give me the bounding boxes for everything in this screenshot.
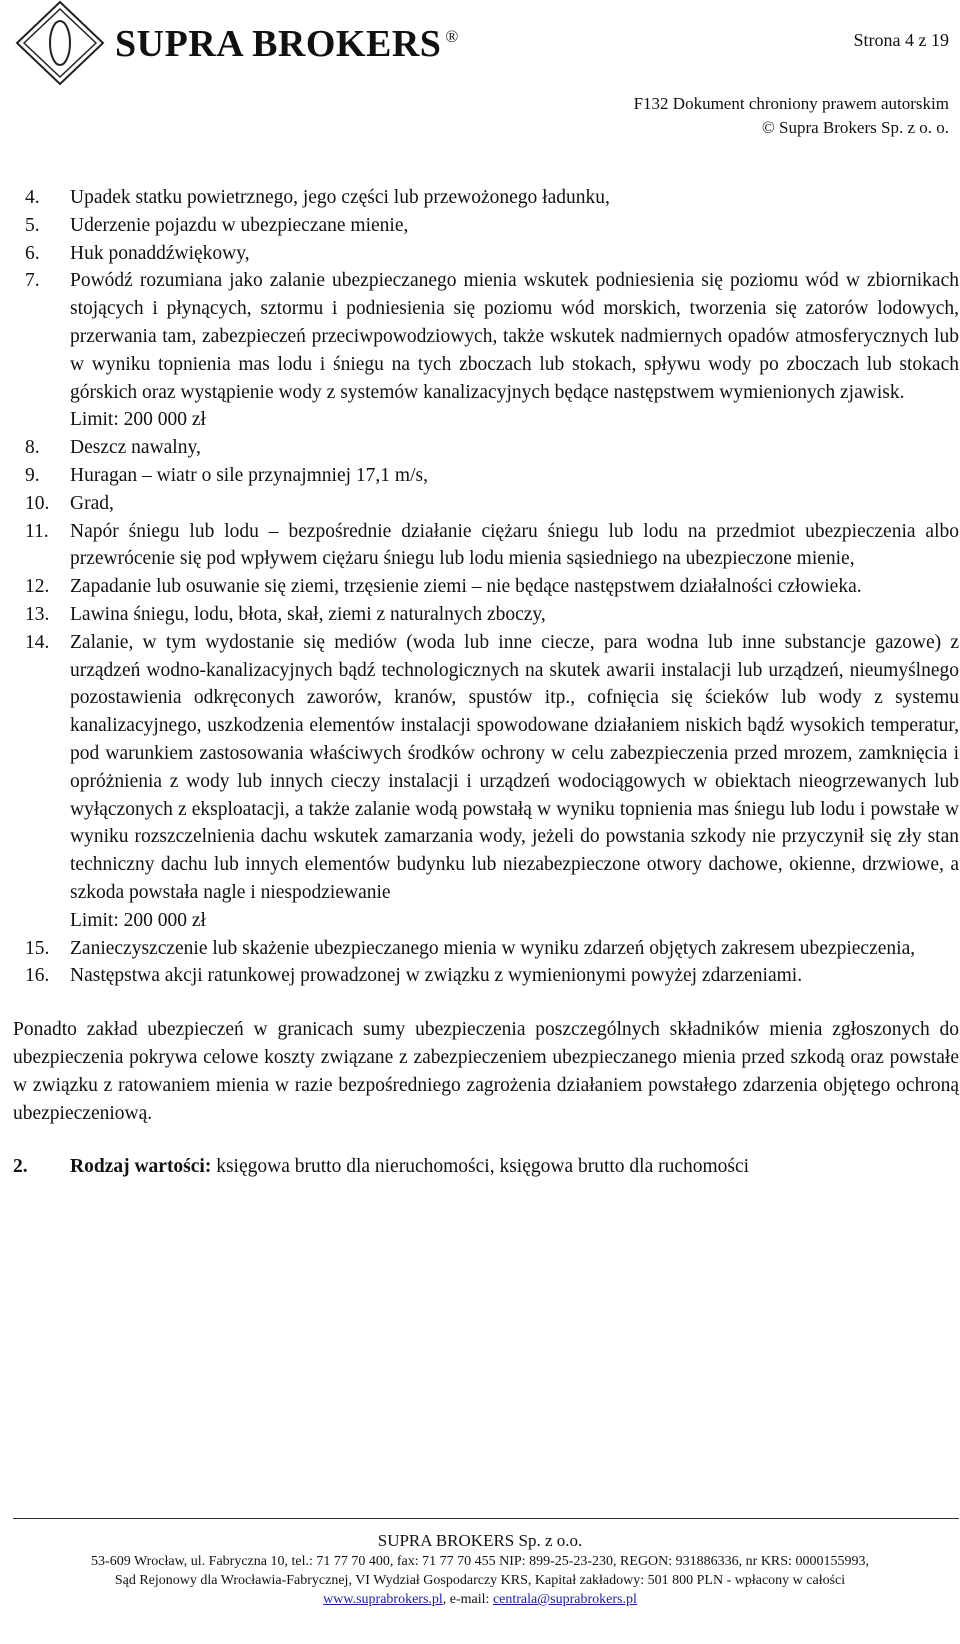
section-number: 2. — [13, 1156, 28, 1178]
list-item — [13, 462, 959, 490]
item-text: Uderzenie pojazdu w ubezpieczane mienie, — [70, 214, 409, 236]
item-limit: Limit: 200 000 zł — [70, 409, 206, 431]
item-text: Deszcz nawalny, — [70, 437, 201, 459]
coverage-paragraph: Ponadto zakład ubezpieczeń w granicach sumy ubezpieczenia poszczególnych składników mienia zgłoszonych do ubezpieczenia pokrywa celowe koszty związane z zabezpieczeniem ubezpieczanego mienia przed szkodą oraz powstałe w związku z ratowaniem mienia w razie bezpośredniego zagrożenia działaniem powstałego zdarzenia objętego ochroną ubezpieczeniową. — [13, 1019, 959, 1124]
page-footer — [0, 1530, 960, 1609]
item-number: 11. — [25, 520, 49, 542]
email-prefix: , e-mail: — [442, 1592, 493, 1607]
copyright-notice — [634, 92, 949, 140]
item-number: 7. — [25, 270, 40, 292]
list-item — [13, 573, 959, 601]
footer-company: SUPRA BROKERS Sp. z o.o. — [377, 1531, 583, 1550]
item-text: Upadek statku powietrznego, jego części lub przewożonego ładunku, — [70, 187, 610, 208]
list-item — [13, 629, 959, 935]
doc-notice: F132 Dokument chroniony prawem autorskim — [633, 94, 949, 113]
logo-diamond-icon — [13, 0, 107, 86]
list-item — [13, 434, 959, 462]
item-number: 16. — [25, 965, 50, 987]
brand-name: SUPRA BROKERS ® — [115, 23, 459, 65]
item-number: 14. — [25, 631, 50, 653]
list-item — [13, 490, 959, 518]
item-number: 10. — [25, 492, 50, 514]
document-body — [13, 184, 959, 1181]
item-number: 6. — [25, 242, 40, 264]
page-header — [0, 0, 960, 140]
footer-contact — [0, 1590, 960, 1609]
list-item — [13, 935, 959, 963]
email-link[interactable]: centrala@suprabrokers.pl — [492, 1592, 637, 1607]
item-text: Grad, — [70, 492, 114, 514]
item-number: 9. — [25, 464, 40, 486]
item-number: 13. — [25, 603, 50, 625]
item-text: Huk ponaddźwiękowy, — [70, 242, 250, 264]
copyright-line: © Supra Brokers Sp. z o. o. — [761, 118, 949, 137]
list-item — [13, 212, 959, 240]
list-item — [13, 518, 959, 574]
list-item — [13, 962, 959, 990]
item-text: Napór śniegu lub lodu – bezpośrednie działanie ciężaru śniegu lub lodu na przedmiot ubezpieczenia albo przewrócenie się pod wpływem ciężaru śniegu lub lodu mienia sąsiedniego na ubezpieczone mienie, — [70, 520, 959, 570]
list-item — [13, 601, 959, 629]
list-item — [13, 267, 959, 434]
item-limit: Limit: 200 000 zł — [70, 909, 206, 931]
website-link[interactable]: www.suprabrokers.pl — [323, 1592, 443, 1607]
footer-address: 53-609 Wrocław, ul. Fabryczna 10, tel.: 71 77 70 400, fax: 71 77 70 455 NIP: 899-25-23-230, REGON: 931886336, nr KRS: 0000155993, — [91, 1554, 869, 1569]
item-text: Zalanie, w tym wydostanie się mediów (woda lub inne ciecze, para wodna lub inne substancje gazowe) z urządzeń wodno-kanalizacyjnych bądź technologicznych na skutek awarii instalacji lub urządzeń, nieumyślnego pozostawienia odkręconych zaworów, kranów, spustów itp., cofnięcia się ścieków lub wody z systemu kanalizacyjnego, uszkodzenia elementów instalacji spowodowane działaniem niskich bądź wysokich temperatur, pod warunkiem zastosowania właściwych środków ochrony w celu zabezpieczenia przed mrozem, zamknięcia i opróżnienia z wody lub innych cieczy instalacji i urządzeń wodociągowych w obiektach nieogrzewanych lub wyłączonych z eksploatacji, a także zalanie wodą powstałą w wyniku topnienia mas śniegu lub lodu i powstałe w wyniku rozszczelnienia dachu wskutek zamarzania wody, jeżeli do powstania szkody nie przyczynił się zły stan techniczny dachu lub innych elementów budynku lub niezabezpieczone otwory dachowe, okienne, drzwiowe, a szkoda powstała nagle i niespodziewanie — [70, 631, 959, 903]
item-number: 8. — [25, 437, 40, 459]
item-number: 5. — [25, 214, 40, 236]
item-number: 15. — [25, 937, 50, 959]
section-label: Rodzaj wartości: — [70, 1156, 212, 1178]
section-value-type — [13, 1153, 959, 1181]
footer-divider — [13, 1518, 959, 1519]
item-text: Zapadanie lub osuwanie się ziemi, trzęsienie ziemi – nie będące następstwem działalności człowieka. — [70, 576, 862, 598]
item-number: 4. — [25, 187, 40, 208]
page-number: Strona 4 z 19 — [853, 30, 949, 50]
item-text: Huragan – wiatr o sile przynajmniej 17,1 m/s, — [70, 464, 428, 486]
item-text: Zanieczyszczenie lub skażenie ubezpieczanego mienia w wyniku zdarzeń objętych zakresem ubezpieczenia, — [70, 937, 916, 959]
item-text: Następstwa akcji ratunkowej prowadzonej w związku z wymienionymi powyżej zdarzeniami. — [70, 965, 803, 987]
section-text: księgowa brutto dla nieruchomości, księgowa brutto dla ruchomości — [211, 1156, 750, 1178]
registered-mark: ® — [445, 27, 459, 47]
footer-court: Sąd Rejonowy dla Wrocławia-Fabrycznej, VI Wydział Gospodarczy KRS, Kapitał zakładowy: 501 800 PLN - wpłacony w całości — [114, 1573, 846, 1588]
risk-list — [13, 184, 959, 990]
item-text: Lawina śniegu, lodu, błota, skał, ziemi z naturalnych zboczy, — [70, 603, 546, 625]
list-item — [13, 184, 959, 212]
item-number: 12. — [25, 576, 50, 598]
item-text: Powódź rozumiana jako zalanie ubezpieczanego mienia wskutek podniesienia się poziomu wód w zbiornikach stojących i płynących, sztormu i podniesienia się poziomu wód morskich, tworzenia się zatorów lodowych, przerwania tam, zabezpieczeń przeciwpowodziowych, także wskutek nadmiernych opadów atmosferycznych lub w wyniku topnienia mas lodu i śniegu na tych zboczach lub stokach, spływu wody po zboczach lub stokach górskich oraz wystąpienie wody z systemów kanalizacyjnych będące następstwem wymienionych zjawisk. — [70, 270, 959, 403]
list-item — [13, 240, 959, 268]
